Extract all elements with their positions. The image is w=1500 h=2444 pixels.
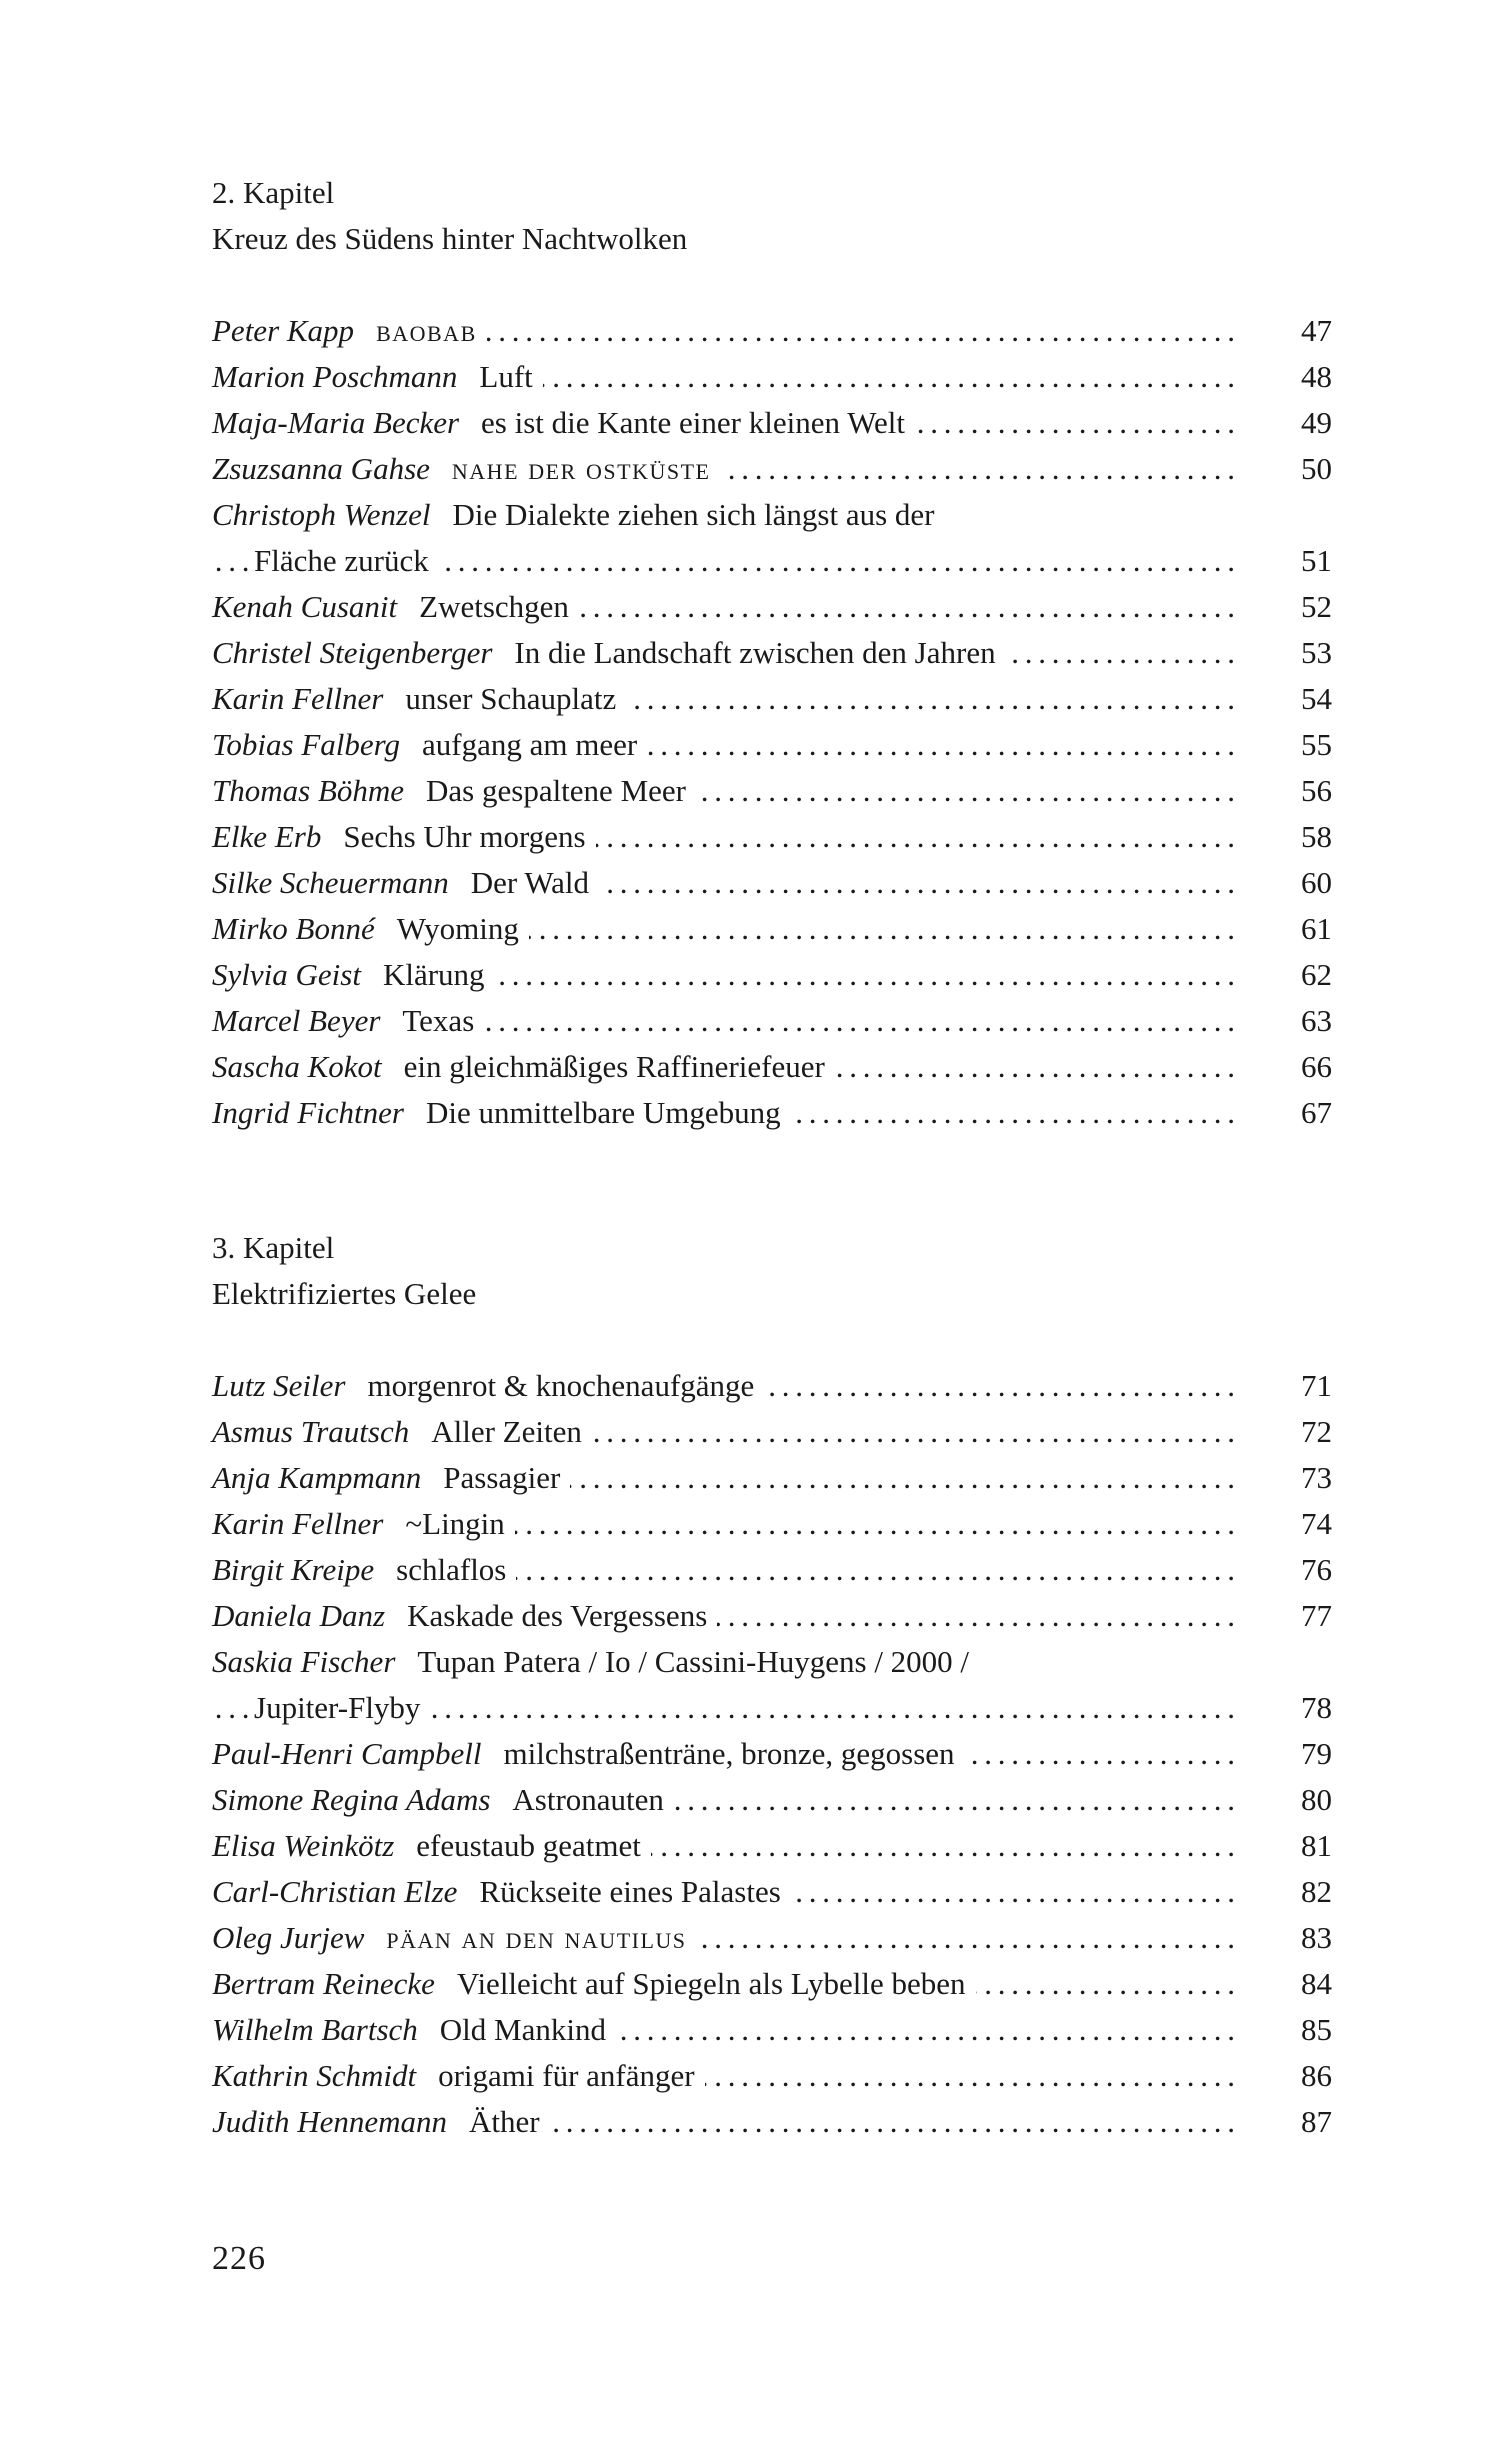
- entry-page-number: 61: [1272, 906, 1332, 952]
- toc-entry[interactable]: [212, 492, 1332, 584]
- entry-author: Saskia Fischer: [212, 1644, 396, 1679]
- entry-title: päan an den nautilus: [386, 1920, 687, 1955]
- toc-entry[interactable]: [212, 952, 1332, 998]
- toc-entry[interactable]: [212, 1363, 1332, 1409]
- toc-entry[interactable]: [212, 630, 1332, 676]
- entry-title: efeustaub geatmet: [416, 1828, 641, 1863]
- entry-page-number: 47: [1272, 308, 1332, 354]
- entry-title: nahe der ostküste: [451, 451, 711, 486]
- entry-author: Tobias Falberg: [212, 727, 401, 762]
- entry-author: Sascha Kokot: [212, 1049, 382, 1084]
- chapter-title: Elektrifiziertes Gelee: [212, 1276, 477, 1311]
- entry-title: Vielleicht auf Spiegeln als Lybelle beben: [456, 1966, 966, 2001]
- toc-entry[interactable]: [212, 400, 1332, 446]
- entry-page-number: 54: [1272, 676, 1332, 722]
- toc-entry[interactable]: [212, 1501, 1332, 1547]
- entry-author: Bertram Reinecke: [212, 1966, 435, 2001]
- chapter-label: 2. Kapitel: [212, 175, 335, 210]
- toc-entry[interactable]: [212, 1731, 1332, 1777]
- toc-entries: [212, 308, 1332, 1136]
- entry-page-number: 56: [1272, 768, 1332, 814]
- toc-entry[interactable]: [212, 2007, 1332, 2053]
- entry-author: Marcel Beyer: [212, 1003, 381, 1038]
- entry-title: aufgang am meer: [422, 727, 638, 762]
- entry-page-number: 84: [1272, 1961, 1332, 2007]
- entry-page-number: 81: [1272, 1823, 1332, 1869]
- entry-page-number: 86: [1272, 2053, 1332, 2099]
- toc-entry[interactable]: [212, 584, 1332, 630]
- entry-page-number: 80: [1272, 1777, 1332, 1823]
- entry-author: Lutz Seiler: [212, 1368, 346, 1403]
- toc-entry[interactable]: [212, 1044, 1332, 1090]
- entry-author: Silke Scheuermann: [212, 865, 449, 900]
- entry-page-number: 79: [1272, 1731, 1332, 1777]
- entry-page-number: 74: [1272, 1501, 1332, 1547]
- chapter-section: [212, 1225, 1332, 2139]
- entry-page-number: 48: [1272, 354, 1332, 400]
- toc-entry[interactable]: [212, 906, 1332, 952]
- entry-page-number: 60: [1272, 860, 1332, 906]
- entry-page-number: 83: [1272, 1915, 1332, 1961]
- entry-title: Texas: [402, 1003, 475, 1038]
- entry-title: Luft: [479, 359, 533, 394]
- entry-title: Der Wald: [470, 865, 590, 900]
- toc-entry[interactable]: [212, 1547, 1332, 1593]
- toc-entry[interactable]: [212, 1455, 1332, 1501]
- entry-author: Wilhelm Bartsch: [212, 2012, 418, 2047]
- entry-page-number: 67: [1272, 1090, 1332, 1136]
- chapter-section: [212, 170, 1332, 1130]
- entry-page-number: 78: [1272, 1685, 1332, 1731]
- entry-title: Kaskade des Vergessens: [407, 1598, 708, 1633]
- entry-title: schlaflos: [396, 1552, 507, 1587]
- entry-author: Elke Erb: [212, 819, 322, 854]
- page-number: 226: [212, 2240, 266, 2277]
- entry-author: Peter Kapp: [212, 313, 355, 348]
- entry-author: Anja Kampmann: [212, 1460, 422, 1495]
- entry-author: Kenah Cusanit: [212, 589, 398, 624]
- toc-entry[interactable]: [212, 860, 1332, 906]
- entry-page-number: 55: [1272, 722, 1332, 768]
- entry-title-continuation: Fläche zurück: [254, 538, 439, 584]
- entry-title: es ist die Kante einer kleinen Welt: [481, 405, 905, 440]
- toc-entry[interactable]: [212, 722, 1332, 768]
- entry-title: Klärung: [382, 957, 485, 992]
- entry-author: Carl-Christian Elze: [212, 1874, 458, 1909]
- entry-author: Ingrid Fichtner: [212, 1095, 404, 1130]
- entry-author: Christel Steigenberger: [212, 635, 493, 670]
- entry-title: Old Mankind: [439, 2012, 606, 2047]
- toc-entry[interactable]: [212, 768, 1332, 814]
- entry-page-number: 66: [1272, 1044, 1332, 1090]
- entry-author: Asmus Trautsch: [212, 1414, 410, 1449]
- entry-title: ein gleichmäßiges Raffineriefeuer: [403, 1049, 825, 1084]
- entry-page-number: 77: [1272, 1593, 1332, 1639]
- toc-entry[interactable]: [212, 2053, 1332, 2099]
- entry-title-continuation: Jupiter-Flyby: [254, 1685, 430, 1731]
- entry-title: Das gespaltene Meer: [426, 773, 686, 808]
- entry-author: Daniela Danz: [212, 1598, 386, 1633]
- entry-page-number: 51: [1272, 538, 1332, 584]
- entry-author: Simone Regina Adams: [212, 1782, 491, 1817]
- entry-author: Zsuzsanna Gahse: [212, 451, 430, 486]
- entry-author: Maja-Maria Becker: [212, 405, 460, 440]
- toc-entry[interactable]: [212, 998, 1332, 1044]
- entry-title: In die Landschaft zwischen den Jahren: [514, 635, 996, 670]
- toc-entry[interactable]: [212, 1639, 1332, 1731]
- entry-author: Karin Fellner: [212, 1506, 384, 1541]
- entry-author: Marion Poschmann: [212, 359, 458, 394]
- chapter-label: 3. Kapitel: [212, 1230, 335, 1265]
- entry-title: morgenrot & knochenaufgänge: [367, 1368, 755, 1403]
- entry-author: Paul-Henri Campbell: [212, 1736, 482, 1771]
- entry-title: Tupan Patera / Io / Cassini-Huygens / 2000 /: [417, 1644, 970, 1679]
- entry-author: Oleg Jurjew: [212, 1920, 365, 1955]
- toc-entry[interactable]: [212, 1593, 1332, 1639]
- entry-author: Judith Hennemann: [212, 2104, 448, 2139]
- toc-entry[interactable]: [212, 1915, 1332, 1961]
- entry-title: Passagier: [443, 1460, 561, 1495]
- toc-entry[interactable]: [212, 1823, 1332, 1869]
- entry-page-number: 49: [1272, 400, 1332, 446]
- entry-page-number: 58: [1272, 814, 1332, 860]
- toc-entry[interactable]: [212, 1961, 1332, 2007]
- entry-author: Kathrin Schmidt: [212, 2058, 417, 2093]
- entry-title: baobab: [376, 313, 477, 348]
- entry-title: milchstraßenträne, bronze, gegossen: [503, 1736, 955, 1771]
- entry-title: Rückseite eines Palastes: [479, 1874, 781, 1909]
- entry-author: Karin Fellner: [212, 681, 384, 716]
- entry-title: Sechs Uhr morgens: [343, 819, 586, 854]
- entry-title: Die unmittelbare Umgebung: [426, 1095, 781, 1130]
- toc-entry[interactable]: [212, 1090, 1332, 1136]
- entry-title: Wyoming: [396, 911, 519, 946]
- entry-author: Thomas Böhme: [212, 773, 405, 808]
- toc-entry[interactable]: [212, 354, 1332, 400]
- entry-page-number: 71: [1272, 1363, 1332, 1409]
- toc-entry[interactable]: [212, 308, 1332, 354]
- entry-author: Sylvia Geist: [212, 957, 361, 992]
- chapter-title: Kreuz des Südens hinter Nachtwolken: [212, 221, 688, 256]
- toc-entry[interactable]: [212, 676, 1332, 722]
- toc-entry[interactable]: [212, 2099, 1332, 2145]
- entry-title: origami für anfänger: [438, 2058, 695, 2093]
- entry-page-number: 76: [1272, 1547, 1332, 1593]
- toc-entry[interactable]: [212, 1777, 1332, 1823]
- entry-author: Christoph Wenzel: [212, 497, 431, 532]
- entry-page-number: 53: [1272, 630, 1332, 676]
- entry-author: Mirko Bonné: [212, 911, 375, 946]
- entry-author: Elisa Weinkötz: [212, 1828, 395, 1863]
- entry-page-number: 85: [1272, 2007, 1332, 2053]
- entry-title: Äther: [469, 2104, 540, 2139]
- entry-page-number: 87: [1272, 2099, 1332, 2145]
- entry-title: ~Lingin: [405, 1506, 505, 1541]
- entry-page-number: 82: [1272, 1869, 1332, 1915]
- entry-title: Aller Zeiten: [431, 1414, 582, 1449]
- entry-page-number: 63: [1272, 998, 1332, 1044]
- entry-author: Birgit Kreipe: [212, 1552, 375, 1587]
- entry-page-number: 50: [1272, 446, 1332, 492]
- entry-page-number: 52: [1272, 584, 1332, 630]
- toc-entry[interactable]: [212, 446, 1332, 492]
- entry-title: Astronauten: [512, 1782, 664, 1817]
- entry-title: Die Dialekte ziehen sich längst aus der: [452, 497, 935, 532]
- toc-entry[interactable]: [212, 1409, 1332, 1455]
- toc-entry[interactable]: [212, 814, 1332, 860]
- entry-page-number: 73: [1272, 1455, 1332, 1501]
- entry-page-number: 62: [1272, 952, 1332, 998]
- toc-entry[interactable]: [212, 1869, 1332, 1915]
- entry-title: Zwetschgen: [419, 589, 569, 624]
- entry-page-number: 72: [1272, 1409, 1332, 1455]
- entry-title: unser Schauplatz: [405, 681, 617, 716]
- toc-entries: [212, 1363, 1332, 2145]
